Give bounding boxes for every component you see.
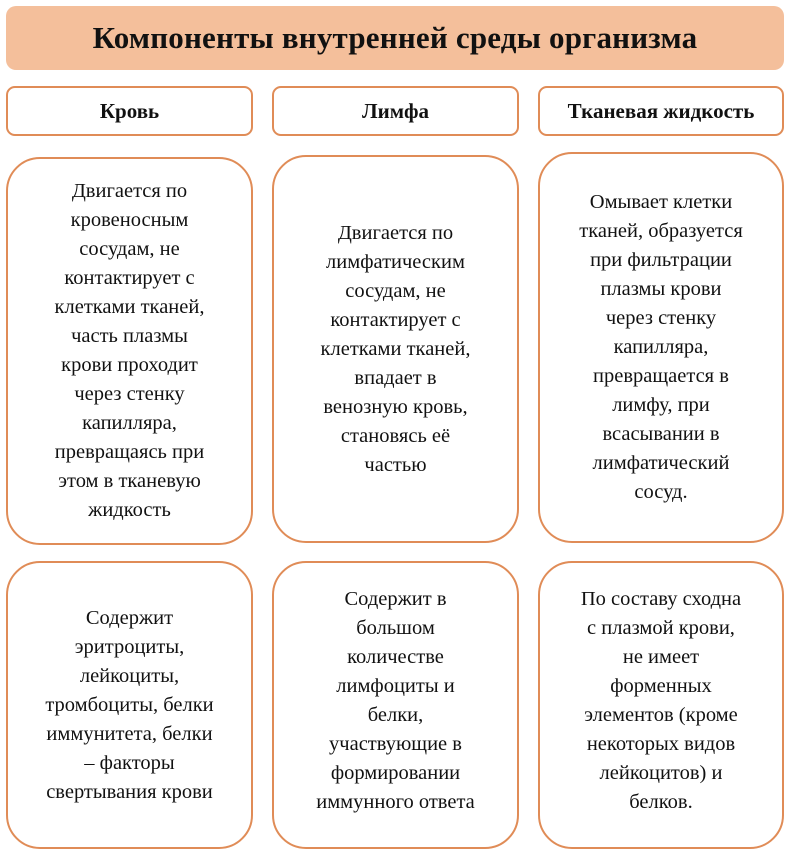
diagram-title: Компоненты внутренней среды организма	[92, 20, 698, 55]
blood-composition-text: Содержит эритроциты, лейкоциты, тромбоциты, белки иммунитета, белки – факторы свертывания крови	[45, 606, 214, 803]
card-blood-description	[6, 157, 253, 545]
card-tissue-fluid-description	[538, 152, 784, 543]
tissue-fluid-description-text: Омывает клетки тканей, образуется при фильтрации плазмы крови через стенку капилляра, превращается в лимфу, при всасывании в лимфатический сосуд.	[579, 191, 743, 503]
header-tissue-fluid	[538, 86, 784, 136]
header-lymph	[272, 86, 519, 136]
card-lymph-composition	[272, 561, 519, 849]
card-blood-composition	[6, 561, 253, 849]
lymph-composition-text: Содержит в большом количестве лимфоциты и белки, участвующие в формировании иммунного ответа	[316, 588, 475, 813]
lymph-description-text: Двигается по лимфатическим сосудам, не контактирует с клетками тканей, впадает в венозную кровь, становясь её частью	[320, 221, 471, 476]
title-banner	[6, 6, 784, 70]
header-lymph-label: Лимфа	[361, 98, 430, 123]
header-tissue-fluid-label: Тканевая жидкость	[567, 98, 755, 123]
card-tissue-fluid-composition	[538, 561, 784, 849]
blood-description-text: Двигается по кровеносным сосудам, не контактирует с клетками тканей, часть плазмы крови проходит через стенку капилляра, превращаясь при этом в тканевую жидкость	[54, 180, 205, 521]
card-lymph-description	[272, 155, 519, 543]
tissue-fluid-composition-text: По составу сходна с плазмой крови, не имеет форменных элементов (кроме некоторых видов лейкоцитов) и белков.	[580, 588, 742, 813]
header-blood	[6, 86, 253, 136]
header-blood-label: Кровь	[99, 98, 160, 123]
